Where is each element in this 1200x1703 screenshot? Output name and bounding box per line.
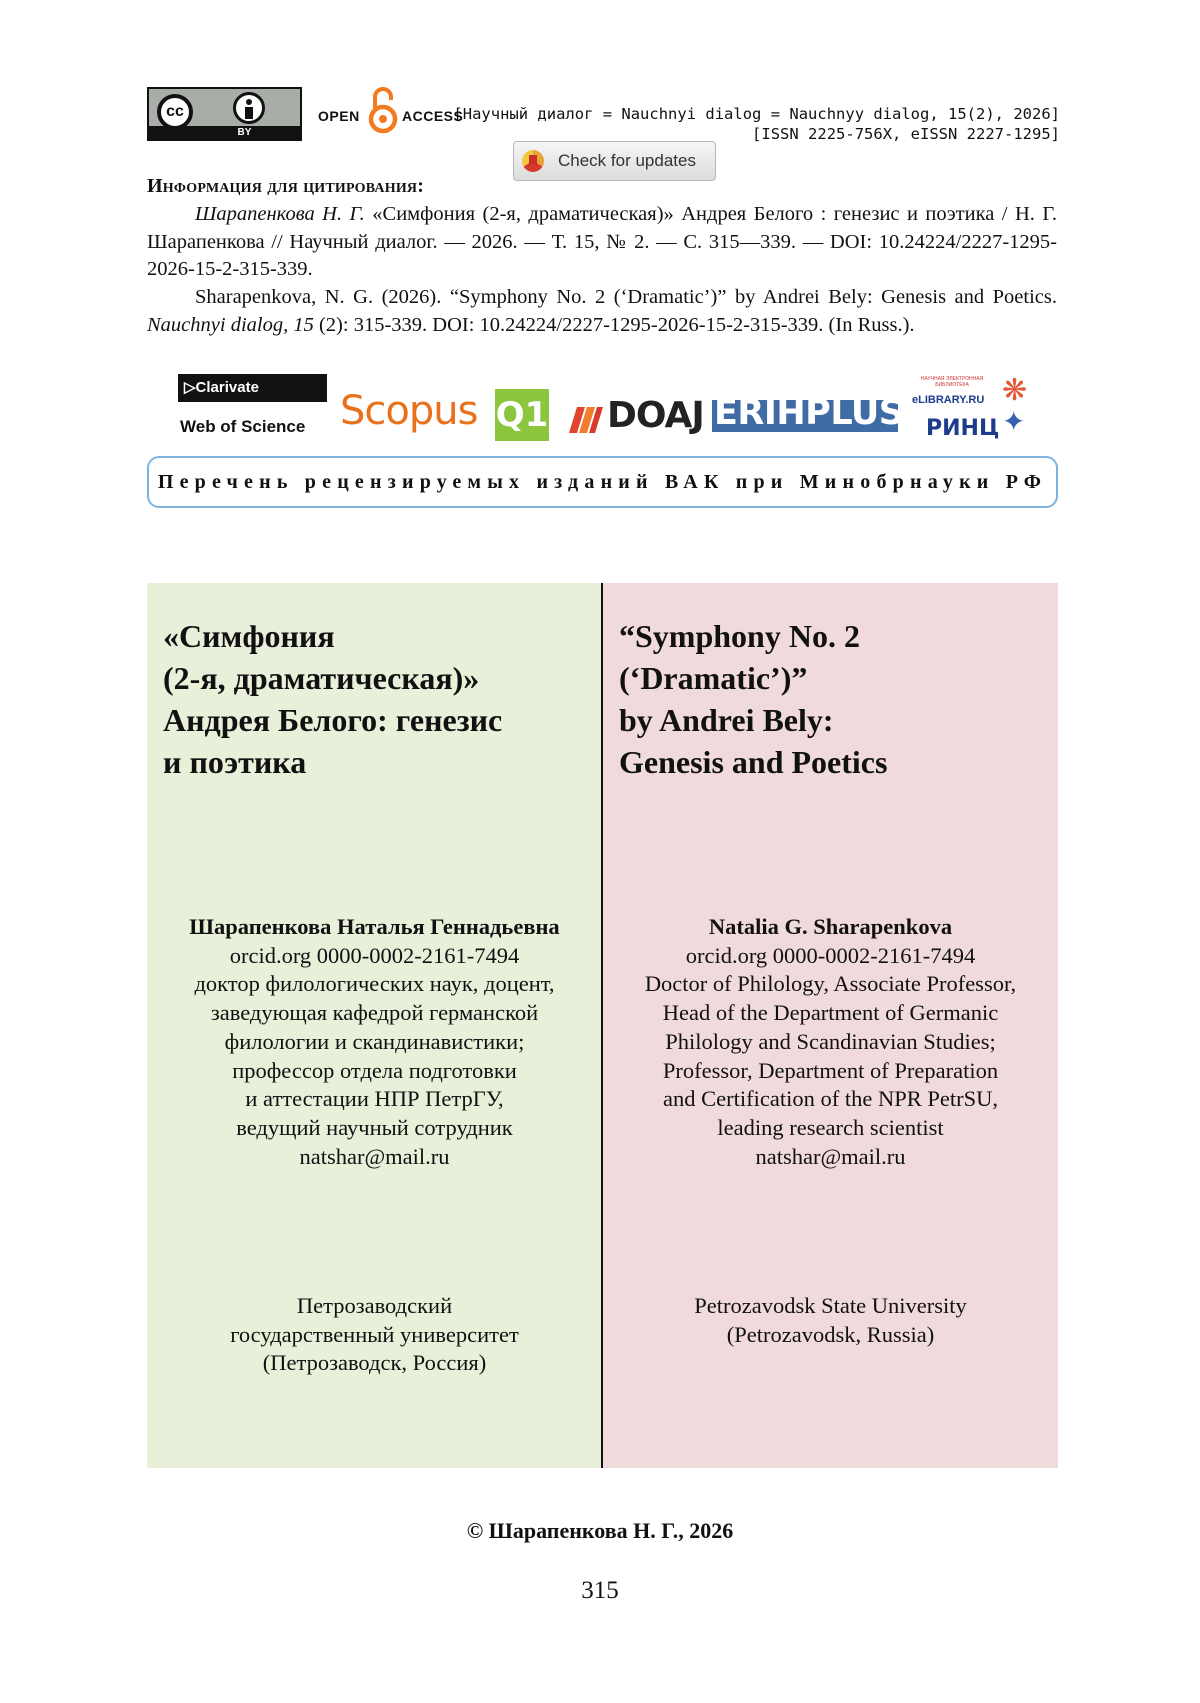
title-line: и поэтика <box>163 744 307 780</box>
author-info-ru <box>147 913 602 1171</box>
author-detail: и аттестации НПР ПетрГУ, <box>245 1086 504 1112</box>
author-detail: заведующая кафедрой германской <box>210 1000 539 1026</box>
open-access-lock-icon <box>368 86 398 134</box>
by-label: BY <box>149 126 300 139</box>
citation-ru-body: «Симфония (2-я, драматическая)» Андрея Белого : генезис и поэтика / Н. Г. Шарапенкова // Научный диалог. — 2026. — Т. 15, № 2. — С. 315—339. — DOI: 10.24224/2227-1295-2026-15-2-315-339. <box>147 203 1057 280</box>
title-line: Genesis and Poetics <box>619 744 888 780</box>
clarivate-label: Clarivate <box>195 379 259 396</box>
access-word: ACCESS <box>402 108 464 124</box>
title-line: (2-я, драматическая)» <box>163 660 480 696</box>
affiliation-en <box>603 1292 1058 1349</box>
citation-ru-author: Шарапенкова Н. Г. <box>195 203 365 225</box>
elibrary-tagline: НАУЧНАЯ ЭЛЕКТРОННАЯ БИБЛИОТЕКА <box>920 376 984 388</box>
affiliation-line: Petrozavodsk State University <box>694 1293 967 1318</box>
open-access-logo <box>318 86 464 138</box>
author-detail: Doctor of Philology, Associate Professor, <box>644 971 1017 997</box>
elibrary-rinc-logo <box>912 376 1030 444</box>
clarivate-logo <box>178 374 327 402</box>
orcid-link[interactable]: orcid.org 0000-0002-2161-7494 <box>229 942 520 968</box>
rinc-label: РИНЦ <box>926 416 1000 441</box>
scopus-logo: Scopus <box>340 388 478 434</box>
web-of-science-logo: Web of Science <box>180 417 306 436</box>
affiliation-ru <box>147 1292 602 1378</box>
russian-column <box>147 583 602 1468</box>
citation-heading: Информация для цитирования: <box>147 175 425 197</box>
author-detail: and Certification of the NPR PetrSU, <box>663 1086 998 1112</box>
affiliation-line: Петрозаводский <box>296 1293 453 1318</box>
crossmark-icon <box>522 150 544 172</box>
journal-reference-line: [Научный диалог = Nauchnyi dialog = Nauchnyy dialog, 15(2), 2026] <box>453 105 1060 123</box>
author-detail: Professor, Department of Preparation <box>662 1057 999 1083</box>
article-title-en <box>619 615 887 783</box>
affiliation-line: (Петрозаводск, Россия) <box>262 1350 487 1376</box>
journal-reference <box>453 104 1060 144</box>
title-line: by Andrei Bely: <box>619 702 834 738</box>
vak-list-banner: Перечень рецензируемых изданий ВАК при Минобрнауки РФ <box>147 456 1058 508</box>
english-column <box>603 583 1058 1468</box>
doaj-label: DOAJ <box>607 395 704 436</box>
author-detail: профессор отдела подготовки <box>232 1057 517 1083</box>
citation-en-journal: Nauchnyi dialog, 15 <box>147 313 314 336</box>
open-word: OPEN <box>318 108 360 124</box>
title-line: «Симфония <box>163 618 335 654</box>
author-name-ru: Шарапенкова Наталья Геннадьевна <box>189 914 560 939</box>
title-line: Андрея Белого: генезис <box>163 702 503 738</box>
erihplus-label: ERIHPLUS <box>714 393 904 433</box>
author-detail: доктор филологических наук, доцент, <box>194 971 555 997</box>
issn-line: [ISSN 2225-756X, eISSN 2227-1295] <box>752 125 1060 143</box>
citation-en-pages: (2): 315-339. DOI: 10.24224/2227-1295-2026-15-2-315-339. (In Russ.). <box>313 313 915 336</box>
q1-badge: Q1 <box>495 389 549 441</box>
clarivate-icon: ▷ <box>184 379 196 396</box>
check-for-updates-button[interactable] <box>513 141 716 181</box>
author-detail: Head of the Department of Germanic <box>662 1000 999 1026</box>
email-link[interactable]: natshar@mail.ru <box>755 1143 906 1169</box>
title-line: “Symphony No. 2 <box>619 618 860 654</box>
check-for-updates-label: Check for updates <box>558 151 696 170</box>
article-title-ru <box>163 615 502 783</box>
cc-by-license-badge[interactable] <box>147 87 302 141</box>
asterisk-icon: ❋ <box>1002 374 1028 407</box>
affiliation-line: государственный университет <box>230 1321 519 1347</box>
orcid-link[interactable]: orcid.org 0000-0002-2161-7494 <box>685 942 976 968</box>
copyright-notice: © Шарапенкова Н. Г., 2026 <box>466 1518 734 1543</box>
erihplus-logo <box>712 393 904 437</box>
page-number: 315 <box>581 1577 619 1604</box>
doaj-mark-icon <box>565 405 603 433</box>
email-link[interactable]: natshar@mail.ru <box>299 1143 450 1169</box>
elibrary-label: eLIBRARY.RU <box>912 394 985 406</box>
author-detail: Philology and Scandinavian Studies; <box>665 1028 996 1054</box>
person-icon: ✦ <box>1002 407 1026 438</box>
author-detail: ведущий научный сотрудник <box>236 1114 513 1140</box>
author-detail: филологии и скандинавистики; <box>224 1028 525 1054</box>
citation-en-body: Sharapenkova, N. G. (2026). “Symphony No. 2 (‘Dramatic’)” by Andrei Bely: Genesis and Poetics. <box>195 286 1057 308</box>
cc-icon: cc <box>157 94 193 130</box>
author-info-en <box>603 913 1058 1171</box>
author-name-en: Natalia G. Sharapenkova <box>708 914 953 939</box>
citation-en <box>147 284 1057 339</box>
attribution-person-icon <box>233 92 265 124</box>
affiliation-line: (Petrozavodsk, Russia) <box>726 1321 935 1347</box>
citation-ru <box>147 201 1057 284</box>
title-line: (‘Dramatic’)” <box>619 660 808 696</box>
author-detail: leading research scientist <box>717 1114 944 1140</box>
